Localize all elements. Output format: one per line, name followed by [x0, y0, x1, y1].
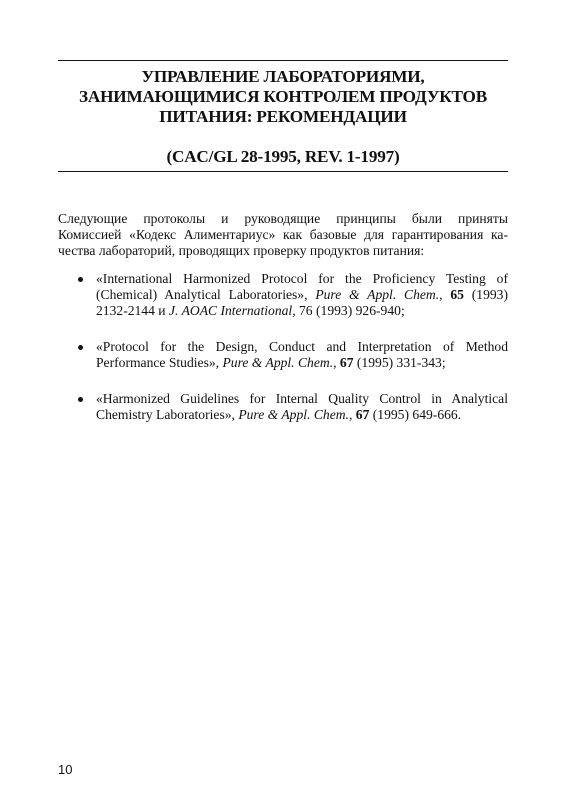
reference-list	[78, 271, 508, 443]
intro-line-1: Следующие протоколы и руководящие принципы были приняты	[58, 211, 508, 226]
reference-line: «International Harmonized Protocol for the Proficiency Testing of	[96, 271, 508, 286]
journal-volume: 65	[450, 287, 464, 302]
intro-paragraph	[58, 211, 508, 259]
reference-text: (Chemical) Analytical Laboratories»,	[96, 287, 316, 302]
journal-name: Pure & Appl. Chem.	[222, 355, 334, 370]
heading-line-3: ПИТАНИЯ: РЕКОМЕНДАЦИИ	[159, 107, 407, 126]
journal-name: Pure & Appl. Chem.,	[315, 287, 443, 302]
reference-text: Performance Studies»,	[96, 355, 223, 370]
reference-line	[96, 303, 508, 319]
journal-volume: 67	[339, 355, 354, 370]
separator: ,	[348, 407, 356, 422]
list-item	[78, 271, 508, 319]
bottom-rule	[58, 171, 508, 172]
separator: ,	[333, 355, 340, 370]
intro-line-3: чества лабораторий, проводящих проверку продуктов питания:	[58, 243, 425, 258]
reference-line: «Harmonized Guidelines for Internal Quality Control in Analytical	[96, 391, 508, 406]
heading-line-2: ЗАНИМАЮЩИМИСЯ КОНТРОЛЕМ ПРОДУКТОВ	[79, 87, 487, 106]
bullet-icon	[78, 277, 83, 282]
reference-line	[96, 355, 508, 371]
journal-name: Pure & Appl. Chem.	[238, 407, 349, 422]
reference-text: (1995) 331-343;	[353, 355, 446, 370]
heading-line-1: УПРАВЛЕНИЕ ЛАБОРАТОРИЯМИ,	[141, 67, 425, 86]
reference-text: Chemistry Laboratories»,	[96, 407, 239, 422]
bullet-icon	[78, 397, 83, 402]
intro-line-2: Комиссией «Кодекс Алиментариус» как базовые для гарантирования ка-	[58, 227, 508, 242]
list-item	[78, 339, 508, 371]
document-code: (CAC/GL 28-1995, REV. 1-1997)	[166, 147, 400, 166]
page-range: 2132-2144 и	[96, 303, 169, 318]
page-number: 10	[58, 762, 73, 777]
top-rule	[58, 60, 508, 61]
bullet-icon	[78, 345, 83, 350]
list-item	[78, 391, 508, 423]
reference-text: 76 (1993) 926-940;	[295, 303, 405, 318]
reference-text: (1995) 649-666.	[369, 407, 462, 422]
reference-line: «Protocol for the Design, Conduct and Interpretation of Method	[96, 339, 508, 354]
journal-year: (1993)	[471, 287, 509, 302]
journal-name: J. AOAC International,	[168, 303, 296, 318]
journal-volume: 67	[355, 407, 370, 422]
reference-line	[96, 407, 508, 423]
reference-line	[96, 287, 508, 303]
document-heading	[58, 67, 508, 167]
